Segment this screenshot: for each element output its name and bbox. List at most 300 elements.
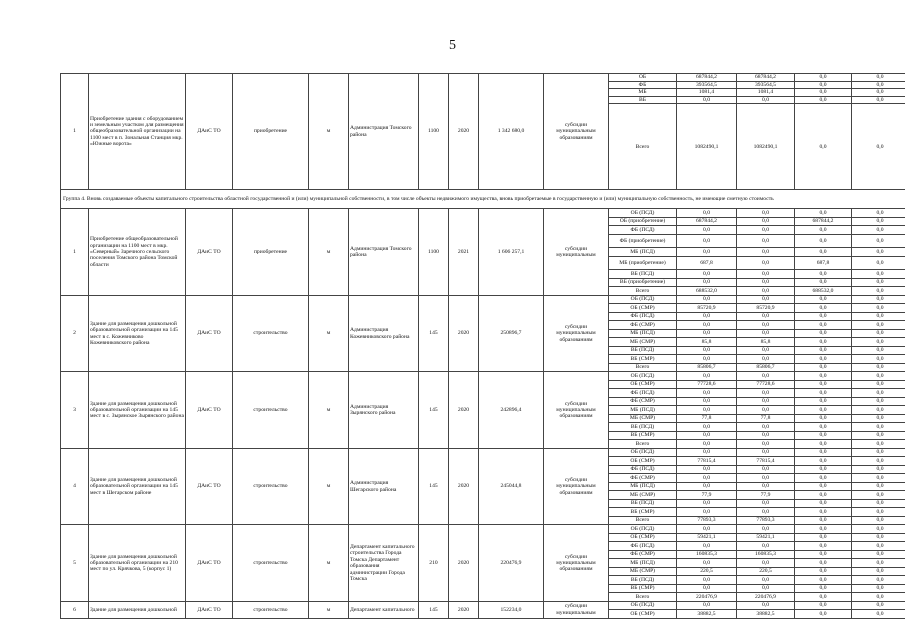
budget-source: МБ (ПСД) (609, 329, 677, 338)
amount-cell: 688532,0 (795, 287, 852, 296)
amount-cell: 160835,3 (677, 550, 737, 559)
amount-cell: 0,0 (737, 448, 795, 457)
amount-cell: 0,0 (737, 431, 795, 440)
amount-cell: 0,0 (737, 321, 795, 330)
amount-cell: 0,0 (677, 278, 737, 287)
amount-cell: 0,0 (737, 312, 795, 321)
budget-source: ВБ (СМР) (609, 584, 677, 593)
amount-cell: 0,0 (852, 209, 905, 218)
work-type: строительство (233, 372, 309, 449)
amount-cell: 0,0 (795, 74, 852, 82)
group-header: Группа 4. Вновь создаваемые объекты капитального строительства областной государственной и (или) муниципальной собственности, в том числе объекты недвижимого имущества, вновь приобретаемые в государственную и (или) муниципальную собственность, не имеющие сметную стоимость (61, 190, 905, 209)
budget-source: ОБ (СМР) (609, 610, 677, 619)
amount-cell: 0,0 (795, 491, 852, 500)
amount-cell: 0,0 (852, 389, 905, 398)
budget-source: ФБ (609, 81, 677, 89)
amount-cell: 38882,5 (737, 610, 795, 619)
budget-source: ВБ (ПСД) (609, 499, 677, 508)
amount-cell: 0,0 (852, 89, 905, 97)
amount-cell: 0,0 (677, 431, 737, 440)
amount-cell: 0,0 (852, 104, 905, 190)
recipient: Администрация Шегарского района (349, 448, 419, 525)
amount-cell: 0,0 (852, 338, 905, 347)
year: 2020 (449, 74, 479, 190)
estimated-cost: 242896,4 (479, 372, 544, 449)
amount-cell: 0,0 (677, 508, 737, 517)
amount-cell: 0,0 (852, 576, 905, 585)
year: 2020 (449, 601, 479, 618)
amount-cell: 0,0 (795, 431, 852, 440)
capacity: 1100 (419, 209, 449, 296)
amount-cell: 0,0 (795, 312, 852, 321)
amount-cell: 0,0 (852, 74, 905, 82)
table-row (61, 525, 905, 534)
amount-cell: 0,0 (795, 104, 852, 190)
amount-cell: 0,0 (795, 601, 852, 610)
amount-cell: 393564,5 (737, 81, 795, 89)
object-name: Здание для размещения дошкольной образовательной организации на 145 мест в Шегарском районе (89, 448, 186, 525)
page-number: 5 (449, 38, 456, 53)
amount-cell: 0,0 (852, 533, 905, 542)
amount-cell: 0,0 (677, 226, 737, 235)
amount-cell: 0,0 (852, 321, 905, 330)
budget-source: ОБ (СМР) (609, 304, 677, 313)
amount-cell: 1081,4 (737, 89, 795, 97)
estimated-cost: 245044,8 (479, 448, 544, 525)
amount-cell: 85806,7 (737, 363, 795, 372)
budget-source: МБ (СМР) (609, 567, 677, 576)
customer: ДАиС ТО (186, 372, 233, 449)
work-type: строительство (233, 601, 309, 618)
amount-cell: 77,8 (737, 414, 795, 423)
amount-cell: 0,0 (852, 593, 905, 602)
estimated-cost: 250896,7 (479, 295, 544, 372)
amount-cell: 0,0 (737, 482, 795, 491)
amount-cell: 0,0 (795, 440, 852, 449)
amount-cell: 0,0 (737, 256, 795, 270)
table-row (61, 209, 905, 218)
amount-cell: 0,0 (852, 491, 905, 500)
amount-cell: 0,0 (737, 423, 795, 432)
amount-cell: 0,0 (737, 278, 795, 287)
customer: ДАиС ТО (186, 601, 233, 618)
object-name: Здание для размещения дошкольной образовательной организации на 145 мест в с. Зырянское Зырянского района (89, 372, 186, 449)
amount-cell: 0,0 (737, 329, 795, 338)
budget-source: ВБ (ПСД) (609, 346, 677, 355)
amount-cell: 0,0 (852, 550, 905, 559)
budget-source: Всего (609, 363, 677, 372)
amount-cell: 0,0 (795, 457, 852, 466)
budget-source: ОБ (ПСД) (609, 601, 677, 610)
recipient: Департамент капитального (349, 601, 419, 618)
amount-cell: 0,0 (795, 363, 852, 372)
customer: ДАиС ТО (186, 295, 233, 372)
budget-source: ФБ (ПСД) (609, 226, 677, 235)
amount-cell: 0,0 (852, 355, 905, 364)
funding-form: субсидии муниципальным (544, 601, 609, 618)
amount-cell: 0,0 (737, 406, 795, 415)
work-type: приобретение (233, 74, 309, 190)
amount-cell: 0,0 (852, 474, 905, 483)
amount-cell: 85806,7 (677, 363, 737, 372)
amount-cell: 0,0 (795, 321, 852, 330)
budget-source: ВБ (ПСД) (609, 423, 677, 432)
amount-cell: 0,0 (677, 542, 737, 551)
amount-cell: 38882,5 (677, 610, 737, 619)
amount-cell: 687844,2 (677, 217, 737, 226)
amount-cell: 0,0 (852, 329, 905, 338)
amount-cell: 0,0 (677, 270, 737, 279)
budget-source: ОБ (ПСД) (609, 209, 677, 218)
budget-source: МБ (ПСД) (609, 406, 677, 415)
work-type: строительство (233, 448, 309, 525)
amount-cell: 0,0 (795, 380, 852, 389)
amount-cell: 0,0 (795, 559, 852, 568)
amount-cell: 0,0 (677, 448, 737, 457)
amount-cell: 0,0 (795, 448, 852, 457)
budget-source: ВБ (СМР) (609, 508, 677, 517)
amount-cell: 0,0 (852, 312, 905, 321)
amount-cell: 0,0 (677, 559, 737, 568)
amount-cell: 0,0 (852, 431, 905, 440)
amount-cell: 85,8 (737, 338, 795, 347)
amount-cell: 0,0 (795, 474, 852, 483)
recipient: Администрация Кожевниковского района (349, 295, 419, 372)
budget-source: ОБ (ПСД) (609, 295, 677, 304)
amount-cell: 0,0 (795, 295, 852, 304)
amount-cell: 0,0 (852, 278, 905, 287)
recipient: Администрация Томского района (349, 74, 419, 190)
amount-cell: 0,0 (677, 465, 737, 474)
amount-cell: 85720,9 (737, 304, 795, 313)
amount-cell: 0,0 (795, 329, 852, 338)
amount-cell: 0,0 (737, 465, 795, 474)
amount-cell: 59421,1 (737, 533, 795, 542)
amount-cell: 0,0 (852, 516, 905, 525)
funding-form: субсидии муниципальным образованиям (544, 525, 609, 602)
amount-cell: 0,0 (737, 542, 795, 551)
recipient: Администрация Зырянского района (349, 372, 419, 449)
amount-cell: 0,0 (737, 287, 795, 296)
amount-cell: 0,0 (795, 576, 852, 585)
amount-cell: 0,0 (795, 423, 852, 432)
amount-cell: 77,8 (677, 414, 737, 423)
amount-cell: 0,0 (677, 406, 737, 415)
amount-cell: 0,0 (737, 525, 795, 534)
amount-cell: 59421,1 (677, 533, 737, 542)
amount-cell: 0,0 (737, 346, 795, 355)
amount-cell: 0,0 (795, 234, 852, 248)
amount-cell: 0,0 (795, 482, 852, 491)
budget-source: ВБ (ПСД) (609, 270, 677, 279)
amount-cell: 0,0 (852, 96, 905, 104)
amount-cell: 0,0 (737, 397, 795, 406)
amount-cell: 0,0 (737, 559, 795, 568)
amount-cell: 0,0 (737, 209, 795, 218)
amount-cell: 687,8 (677, 256, 737, 270)
unit: м (309, 209, 349, 296)
amount-cell: 0,0 (852, 542, 905, 551)
unit: м (309, 601, 349, 618)
row-number: 5 (61, 525, 89, 602)
amount-cell: 0,0 (852, 567, 905, 576)
budget-source: МБ (ПСД) (609, 248, 677, 257)
amount-cell: 0,0 (795, 355, 852, 364)
capacity: 210 (419, 525, 449, 602)
amount-cell: 0,0 (795, 81, 852, 89)
budget-source: Всего (609, 104, 677, 190)
budget-source: ОБ (ПСД) (609, 525, 677, 534)
amount-cell: 0,0 (852, 226, 905, 235)
amount-cell: 220476,9 (677, 593, 737, 602)
amount-cell: 0,0 (795, 226, 852, 235)
amount-cell: 0,0 (737, 217, 795, 226)
amount-cell: 0,0 (677, 584, 737, 593)
estimated-cost: 1 606 257,1 (479, 209, 544, 296)
budget-source: ОБ (СМР) (609, 380, 677, 389)
budget-source: ФБ (ПСД) (609, 389, 677, 398)
work-type: строительство (233, 295, 309, 372)
customer: ДАиС ТО (186, 448, 233, 525)
amount-cell: 0,0 (795, 278, 852, 287)
amount-cell: 0,0 (737, 96, 795, 104)
budget-source: ФБ (приобретение) (609, 234, 677, 248)
amount-cell: 0,0 (795, 516, 852, 525)
group-header-row (61, 190, 905, 209)
object-name: Приобретение здания с оборудованием и земельным участком для размещения общеобразовательной организации на 1100 мест в п. Зональная Станция мкр. «Южные ворота» (89, 74, 186, 190)
amount-cell: 0,0 (852, 217, 905, 226)
funding-form: субсидии муниципальным образованиям (544, 448, 609, 525)
amount-cell: 0,0 (795, 346, 852, 355)
amount-cell: 77728,6 (737, 380, 795, 389)
amount-cell: 0,0 (737, 474, 795, 483)
amount-cell: 0,0 (677, 576, 737, 585)
estimated-cost: 1 342 680,0 (479, 74, 544, 190)
budget-source: МБ (ПСД) (609, 559, 677, 568)
row-number: 3 (61, 372, 89, 449)
budget-source: ОБ (СМР) (609, 533, 677, 542)
amount-cell: 0,0 (677, 397, 737, 406)
amount-cell: 0,0 (852, 295, 905, 304)
capacity: 145 (419, 601, 449, 618)
amount-cell: 0,0 (737, 584, 795, 593)
year: 2020 (449, 372, 479, 449)
amount-cell: 0,0 (737, 248, 795, 257)
year: 2021 (449, 209, 479, 296)
amount-cell: 0,0 (677, 346, 737, 355)
amount-cell: 0,0 (737, 440, 795, 449)
amount-cell: 687844,2 (795, 217, 852, 226)
amount-cell: 0,0 (795, 584, 852, 593)
customer: ДАиС ТО (186, 209, 233, 296)
investment-table (60, 73, 905, 619)
budget-source: ВБ (ПСД) (609, 576, 677, 585)
amount-cell: 1081,4 (677, 89, 737, 97)
row-number: 2 (61, 295, 89, 372)
amount-cell: 0,0 (795, 406, 852, 415)
amount-cell: 0,0 (852, 234, 905, 248)
amount-cell: 77815,4 (677, 457, 737, 466)
budget-source: ОБ (СМР) (609, 457, 677, 466)
year: 2020 (449, 448, 479, 525)
amount-cell: 687,8 (795, 256, 852, 270)
object-name: Приобретение общеобразовательной организации на 1100 мест в мкр. «Северный» Заречного сельского поселения Томского района Томской области (89, 209, 186, 296)
unit: м (309, 295, 349, 372)
capacity: 145 (419, 372, 449, 449)
budget-source: ФБ (ПСД) (609, 465, 677, 474)
amount-cell: 0,0 (677, 329, 737, 338)
amount-cell: 0,0 (852, 363, 905, 372)
amount-cell: 0,0 (677, 248, 737, 257)
amount-cell: 77893,3 (677, 516, 737, 525)
amount-cell: 0,0 (852, 559, 905, 568)
amount-cell: 0,0 (795, 499, 852, 508)
budget-source: МБ (СМР) (609, 491, 677, 500)
amount-cell: 0,0 (737, 508, 795, 517)
amount-cell: 0,0 (852, 304, 905, 313)
amount-cell: 0,0 (852, 440, 905, 449)
amount-cell: 0,0 (852, 270, 905, 279)
budget-source: МБ (ПСД) (609, 482, 677, 491)
amount-cell: 0,0 (737, 270, 795, 279)
amount-cell: 0,0 (795, 397, 852, 406)
amount-cell: 0,0 (795, 550, 852, 559)
budget-source: МБ (СМР) (609, 414, 677, 423)
unit: м (309, 448, 349, 525)
amount-cell: 220,5 (677, 567, 737, 576)
amount-cell: 0,0 (795, 567, 852, 576)
amount-cell: 393564,5 (677, 81, 737, 89)
amount-cell: 0,0 (737, 389, 795, 398)
budget-source: ВБ (СМР) (609, 355, 677, 364)
amount-cell: 0,0 (852, 406, 905, 415)
amount-cell: 0,0 (852, 423, 905, 432)
amount-cell: 0,0 (852, 81, 905, 89)
work-type: приобретение (233, 209, 309, 296)
amount-cell: 0,0 (795, 96, 852, 104)
amount-cell: 687844,2 (737, 74, 795, 82)
budget-source: ФБ (ПСД) (609, 312, 677, 321)
amount-cell: 0,0 (677, 423, 737, 432)
year: 2020 (449, 295, 479, 372)
budget-source: ОБ (ПСД) (609, 372, 677, 381)
amount-cell: 0,0 (795, 610, 852, 619)
amount-cell: 0,0 (852, 457, 905, 466)
amount-cell: 0,0 (677, 355, 737, 364)
row-number: 6 (61, 601, 89, 618)
amount-cell: 0,0 (737, 355, 795, 364)
amount-cell: 0,0 (677, 234, 737, 248)
amount-cell: 0,0 (795, 525, 852, 534)
amount-cell: 160835,3 (737, 550, 795, 559)
row-number: 4 (61, 448, 89, 525)
estimated-cost: 152234,0 (479, 601, 544, 618)
amount-cell: 0,0 (852, 601, 905, 610)
amount-cell: 0,0 (795, 89, 852, 97)
table-row (61, 74, 905, 82)
amount-cell: 0,0 (677, 372, 737, 381)
amount-cell: 0,0 (677, 474, 737, 483)
amount-cell: 1082490,1 (737, 104, 795, 190)
amount-cell: 0,0 (677, 312, 737, 321)
customer: ДАиС ТО (186, 74, 233, 190)
amount-cell: 0,0 (852, 525, 905, 534)
table-row (61, 295, 905, 304)
budget-source: Всего (609, 593, 677, 602)
unit: м (309, 74, 349, 190)
amount-cell: 0,0 (852, 610, 905, 619)
amount-cell: 0,0 (795, 304, 852, 313)
unit: м (309, 372, 349, 449)
budget-source: ВБ (приобретение) (609, 278, 677, 287)
amount-cell: 0,0 (677, 601, 737, 610)
amount-cell: 0,0 (677, 96, 737, 104)
amount-cell: 85720,9 (677, 304, 737, 313)
amount-cell: 0,0 (737, 226, 795, 235)
amount-cell: 77728,6 (677, 380, 737, 389)
amount-cell: 0,0 (795, 270, 852, 279)
amount-cell: 0,0 (677, 389, 737, 398)
table-row (61, 372, 905, 381)
amount-cell: 0,0 (737, 499, 795, 508)
budget-source: МБ (СМР) (609, 338, 677, 347)
budget-source: ОБ (ПСД) (609, 448, 677, 457)
amount-cell: 0,0 (677, 295, 737, 304)
year: 2020 (449, 525, 479, 602)
amount-cell: 1082490,1 (677, 104, 737, 190)
funding-form: субсидии муниципальным образованиям (544, 372, 609, 449)
amount-cell: 0,0 (852, 414, 905, 423)
amount-cell: 85,8 (677, 338, 737, 347)
amount-cell: 0,0 (795, 209, 852, 218)
budget-source: ФБ (СМР) (609, 397, 677, 406)
amount-cell: 0,0 (737, 601, 795, 610)
amount-cell: 0,0 (677, 499, 737, 508)
table-row (61, 601, 905, 610)
amount-cell: 77815,4 (737, 457, 795, 466)
object-name: Здание для размещения дошкольной образовательной организации на 210 мест по ул. Крячкова, 5 (корпус 1) (89, 525, 186, 602)
amount-cell: 0,0 (852, 287, 905, 296)
funding-form: субсидии муниципальным образованиям (544, 74, 609, 190)
amount-cell: 0,0 (795, 389, 852, 398)
object-name: Здание для размещения дошкольной образовательной организации на 145 мест в с. Кожевниково Кожевниковского района (89, 295, 186, 372)
amount-cell: 687844,2 (677, 74, 737, 82)
row-number: 1 (61, 74, 89, 190)
amount-cell: 77,9 (737, 491, 795, 500)
amount-cell: 0,0 (852, 499, 905, 508)
amount-cell: 0,0 (737, 576, 795, 585)
amount-cell: 0,0 (852, 584, 905, 593)
amount-cell: 0,0 (852, 248, 905, 257)
funding-form: субсидии муниципальным образованиям (544, 295, 609, 372)
budget-source: ОБ (609, 74, 677, 82)
recipient: Департамент капитального строительства Города Томска Департамент образования администрации Города Томска (349, 525, 419, 602)
budget-source: ФБ (СМР) (609, 321, 677, 330)
budget-source: ВБ (609, 96, 677, 104)
amount-cell: 0,0 (852, 465, 905, 474)
amount-cell: 0,0 (795, 338, 852, 347)
amount-cell: 0,0 (795, 414, 852, 423)
amount-cell: 0,0 (852, 380, 905, 389)
capacity: 145 (419, 295, 449, 372)
capacity: 145 (419, 448, 449, 525)
amount-cell: 0,0 (677, 209, 737, 218)
amount-cell: 0,0 (677, 321, 737, 330)
amount-cell: 0,0 (852, 256, 905, 270)
budget-source: Всего (609, 516, 677, 525)
amount-cell: 0,0 (795, 465, 852, 474)
amount-cell: 0,0 (737, 372, 795, 381)
